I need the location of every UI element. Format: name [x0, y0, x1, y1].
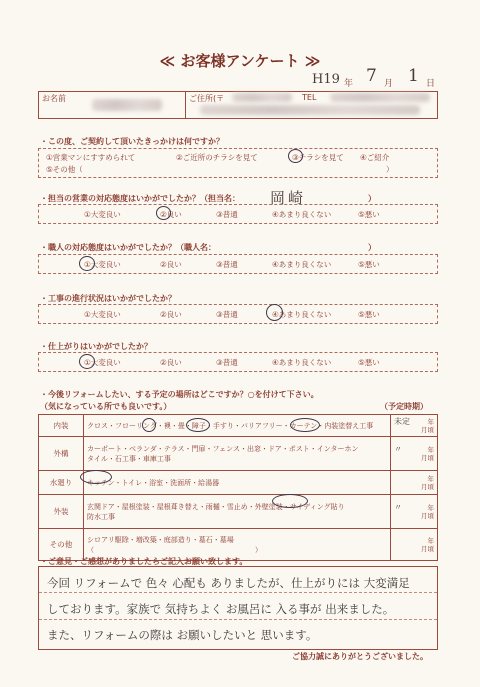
date-month-suffix: 月	[384, 79, 394, 89]
q3-option-4: ④あまり良くない	[272, 260, 332, 269]
q2-staff-name: 岡崎	[270, 189, 307, 207]
q4-option-3: ③普通	[216, 310, 238, 319]
q3-close: ）	[368, 243, 376, 252]
date-day: 1	[408, 66, 419, 86]
row-items-text: キッチン・トイレ・浴室・洗面所・給湯器	[87, 478, 220, 487]
comment-line-3: また、リフォームの際は お願いしたいと 思います。	[47, 628, 318, 642]
q5-option-1: ①大変良い	[84, 358, 121, 367]
q3-option-3: ③普通	[216, 260, 238, 269]
q6-label: ・今後リフォームしたい、する予定の場所はどこですか？○を付けて下さい。	[40, 390, 319, 399]
row-schedule	[391, 529, 438, 561]
row-items-text: シロアリ駆除・増改築・庭部造り・墓石・墓場	[87, 535, 234, 544]
comment-line-2: しております。家族で 気持ちよく お風呂に 入る事が 出来ました。	[47, 602, 395, 616]
q1-option-1: ①営業マンにすすめられて	[46, 153, 136, 162]
tel-label: TEL	[302, 93, 317, 102]
q2-option-4: ④あまり良くない	[272, 210, 332, 219]
q6-schedule-label: （予定時期）	[380, 402, 428, 411]
circle-mark-gaiheki	[272, 494, 308, 508]
q3-selected-circle	[79, 256, 95, 271]
row-month: 月頃	[421, 511, 434, 520]
address-label: ご住所(〒	[189, 94, 225, 103]
row-month: 月頃	[421, 425, 434, 434]
q3-label: ・職人の対応態度はいかがでしたか？（職人名：	[40, 243, 216, 252]
comment-box	[38, 566, 438, 650]
comment-rule	[39, 592, 437, 593]
address-redacted	[232, 93, 292, 102]
q1-option-4: ④ご紹介	[360, 153, 390, 162]
row-year: 年	[427, 445, 434, 454]
page-title: ≪ お客様アンケート ≫	[159, 52, 321, 70]
comment-line-1: 今回 リフォームで 色々 心配も ありましたが、仕上がりには 大変満足	[47, 576, 410, 590]
row-schedule	[391, 471, 438, 495]
row-schedule	[391, 495, 438, 529]
tel-redacted	[330, 93, 430, 102]
row-schedule	[391, 437, 438, 471]
row-year: 年	[427, 417, 434, 426]
q5-option-3: ③普通	[216, 358, 238, 367]
q1-selected-circle	[288, 149, 303, 163]
row-year: 年	[427, 536, 434, 545]
q2-selected-circle	[156, 206, 171, 220]
row-items-text: カーポート・ベランダ・テラス・門扉・フェンス・出窓・ドア・ポスト・インターホン	[87, 444, 359, 453]
q1-option-5: ⑤その他（	[46, 165, 83, 174]
row-month: 月頃	[421, 482, 434, 491]
q4-option-5: ⑤悪い	[358, 310, 380, 319]
table-row	[39, 495, 438, 529]
q4-option-4: ④あまり良くない	[272, 310, 332, 319]
comment-rule	[39, 619, 437, 620]
row-category: 内装	[39, 415, 84, 437]
q5-option-4: ④あまり良くない	[272, 358, 332, 367]
date-month: 7	[366, 66, 377, 86]
q6-sublabel: （気になっている所でも良いです。）	[40, 402, 172, 411]
circle-mark-kitchen	[80, 470, 112, 484]
header-divider	[185, 91, 186, 118]
q1-option-3: ③チラシを見て	[292, 153, 344, 162]
row-items	[84, 495, 391, 529]
row-category: その他	[39, 529, 84, 561]
row-items	[84, 471, 391, 495]
q5-option-5: ⑤悪い	[358, 358, 380, 367]
date-day-suffix: 日	[426, 79, 436, 89]
q1-option-5-close: ）	[386, 165, 394, 174]
q7-label: ・ご意見・ご感想がありましたらご記入お願い致します。	[40, 557, 248, 566]
q5-label: ・仕上がりはいかがでしたか？	[40, 342, 152, 351]
q3-option-2: ②良い	[160, 260, 182, 269]
address-line-redacted	[200, 105, 420, 115]
q4-selected-circle	[266, 304, 283, 321]
row-month: 月頃	[421, 453, 434, 462]
row-items-text-2: 防水工事	[87, 512, 115, 521]
circle-mark-fusuma	[142, 418, 156, 432]
row-items-text-2: タイル・石工事・車庫工事	[87, 454, 171, 463]
q2-option-1: ①大変良い	[84, 210, 121, 219]
circle-mark-curtain	[290, 418, 320, 432]
q4-option-2: ②良い	[160, 310, 182, 319]
row-category: 外装	[39, 495, 84, 529]
row-note: 〃	[394, 444, 402, 454]
q2-close: ）	[368, 194, 376, 203]
q2-option-3: ③普通	[216, 210, 238, 219]
row-note: 未定	[394, 416, 410, 426]
reform-table	[38, 414, 438, 561]
q3-option-1: ①大変良い	[84, 260, 121, 269]
date-era: H19	[312, 72, 340, 87]
name-redacted	[92, 99, 162, 111]
q5-selected-circle	[79, 354, 95, 369]
q1-option-2: ②ご近所のチラシを見て	[176, 153, 258, 162]
row-month: 月頃	[421, 544, 434, 553]
circle-mark-shoji	[186, 418, 210, 432]
date-year-suffix: 年	[344, 79, 354, 89]
footer-thanks: ご協力誠にありがとうございました。	[292, 652, 428, 661]
name-label: お名前	[42, 94, 66, 103]
q2-option-5: ⑤悪い	[358, 210, 380, 219]
q3-option-5: ⑤悪い	[358, 260, 380, 269]
row-items-text: クロス・フローリング・襖・畳・障子・手すり・バリアフリー・カーテン・内装塗替え工事	[87, 421, 374, 430]
q5-option-2: ②良い	[160, 358, 182, 367]
row-items-text-2: （ ）	[87, 545, 262, 554]
q4-option-1: ①大変良い	[84, 310, 121, 319]
row-year: 年	[427, 503, 434, 512]
q2-option-2: ②良い	[160, 210, 182, 219]
row-category: 外構	[39, 437, 84, 471]
row-items	[84, 437, 391, 471]
table-row	[39, 437, 438, 471]
q2-label: ・担当の営業の対応態度はいかがでしたか？（担当名：	[40, 194, 240, 203]
q4-label: ・工事の進行状況はいかがでしたか？	[40, 294, 176, 303]
table-row	[39, 415, 438, 437]
row-items-text: 玄関ドア・屋根塗装・屋根葺き替え・雨樋・雪止め・外壁塗装・サイディング貼り	[87, 502, 345, 511]
row-schedule	[391, 415, 438, 437]
row-category: 水廻り	[39, 471, 84, 495]
q1-label: ・この度、ご契約して頂いたきっかけは何ですか？	[40, 137, 224, 146]
row-year: 年	[427, 474, 434, 483]
row-note: 〃	[394, 502, 402, 512]
row-items	[84, 415, 391, 437]
